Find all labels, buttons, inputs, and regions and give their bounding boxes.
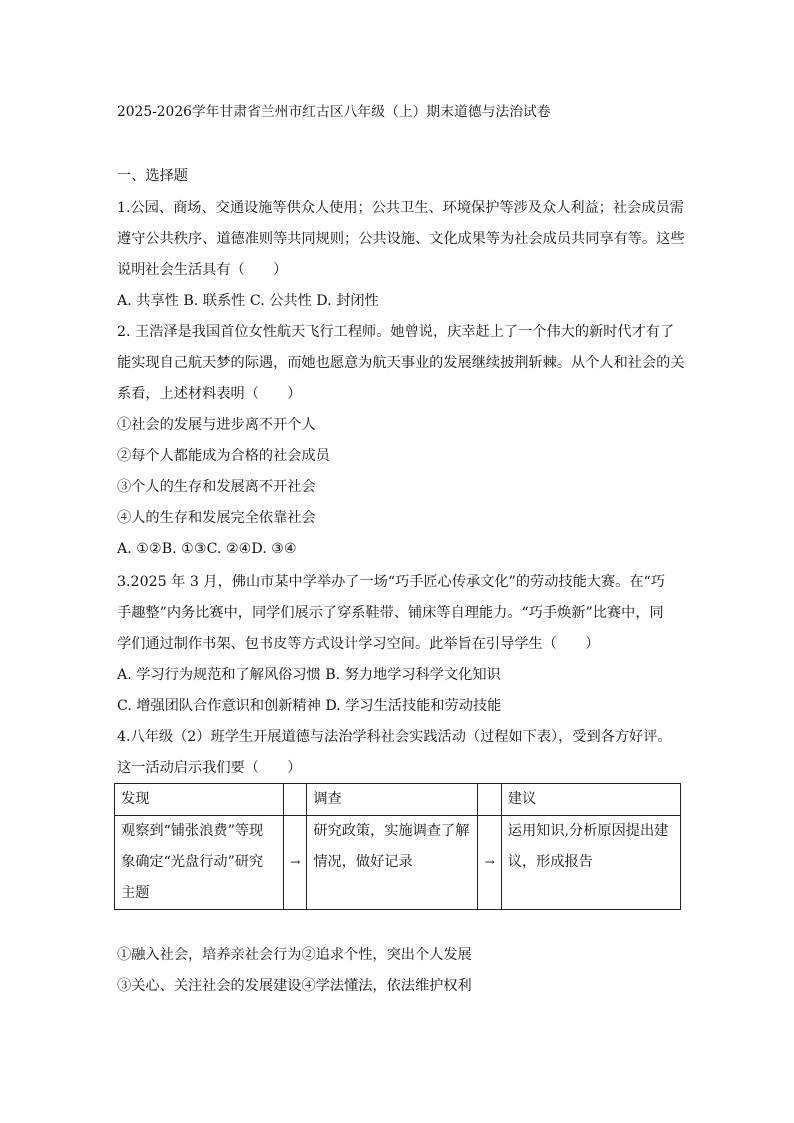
table-header-spacer [478,784,501,816]
q3-line-2: 手趣整”内务比赛中，同学们展示了穿系鞋带、铺床等自理能力。“巧手焕新”比赛中，同 [117,605,664,621]
table-cell-text: 运用知识,分析原因提出建议，形成报告 [507,823,669,870]
table-header-suggest: 建议 [501,784,680,816]
q1-line-2: 遵守公共秩序、道德准则等共同规则；公共设施、文化成果等为社会成员共同享有等。这些 [117,231,685,247]
q4-line-1: 4.八年级（2）班学生开展道德与法治学科社会实践活动（过程如下表），受到各方好评。 [117,729,672,745]
q4-process-table [114,783,681,910]
q2-line-2: 能实现自己航天梦的际遇，而她也愿意为航天事业的发展继续披荆斩棘。从个人和社会的关 [117,355,685,371]
arrow-right-icon: → [478,816,501,910]
section-heading: 一、选择题 [117,168,188,184]
q3-line-3: 学们通过制作书架、包书皮等方式设计学习空间。此举旨在引导学生（ ） [117,636,600,652]
q2-item-4: ④人的生存和发展完全依靠社会 [117,510,316,526]
q1-options: A. 共享性 B. 联系性 C. 公共性 D. 封闭性 [117,293,379,309]
table-cell-text: 观察到“铺张浪费”等现象确定“光盘行动”研究主题 [121,823,264,901]
q2-line-3: 系看，上述材料表明（ ） [117,386,302,402]
q2-item-3: ③个人的生存和发展离不开社会 [117,479,316,495]
q1-line-1: 1.公园、商场、交通设施等供众人使用；公共卫生、环境保护等涉及众人利益；社会成员需 [117,200,684,216]
q3-line-1: 3.2025 年 3 月，佛山市某中学举办了一场“巧手匠心传承文化”的劳动技能大赛。在“巧 [117,574,665,590]
table-cell-text: 研究政策，实施调查了解情况，做好记录 [313,823,470,870]
q1-line-3: 说明社会生活具有（ ） [117,262,288,278]
table-header-spacer [284,784,307,816]
table-header-discover: 发现 [115,784,284,816]
table-cell-suggest [501,816,680,910]
q4-item-1: ①融入社会，培养亲社会行为②追求个性，突出个人发展 [117,947,472,963]
page-title: 2025-2026学年甘肃省兰州市红古区八年级（上）期末道德与法治试卷 [117,104,551,120]
q3-options-1: A. 学习行为规范和了解风俗习惯 B. 努力地学习科学文化知识 [117,667,501,683]
arrow-right-icon: → [284,816,307,910]
q2-item-2: ②每个人都能成为合格的社会成员 [117,448,330,464]
table-row [115,816,681,910]
table-header-investigate: 调查 [307,784,478,816]
q3-options-2: C. 增强团队合作意识和创新精神 D. 学习生活技能和劳动技能 [117,698,502,714]
q2-line-1: 2. 王浩泽是我国首位女性航天飞行工程师。她曾说，庆幸赶上了一个伟大的新时代才有了 [117,324,675,340]
q4-item-2: ③关心、关注社会的发展建设④学法懂法，依法维护权利 [117,978,472,994]
q2-item-1: ①社会的发展与进步离不开个人 [117,417,316,433]
q2-options: A. ①②B. ①③C. ②④D. ③④ [117,541,297,557]
table-header-row [115,784,681,816]
table-cell-investigate [307,816,478,910]
table-cell-discover [115,816,284,910]
q4-line-2: 这一活动启示我们要（ ） [117,760,302,776]
